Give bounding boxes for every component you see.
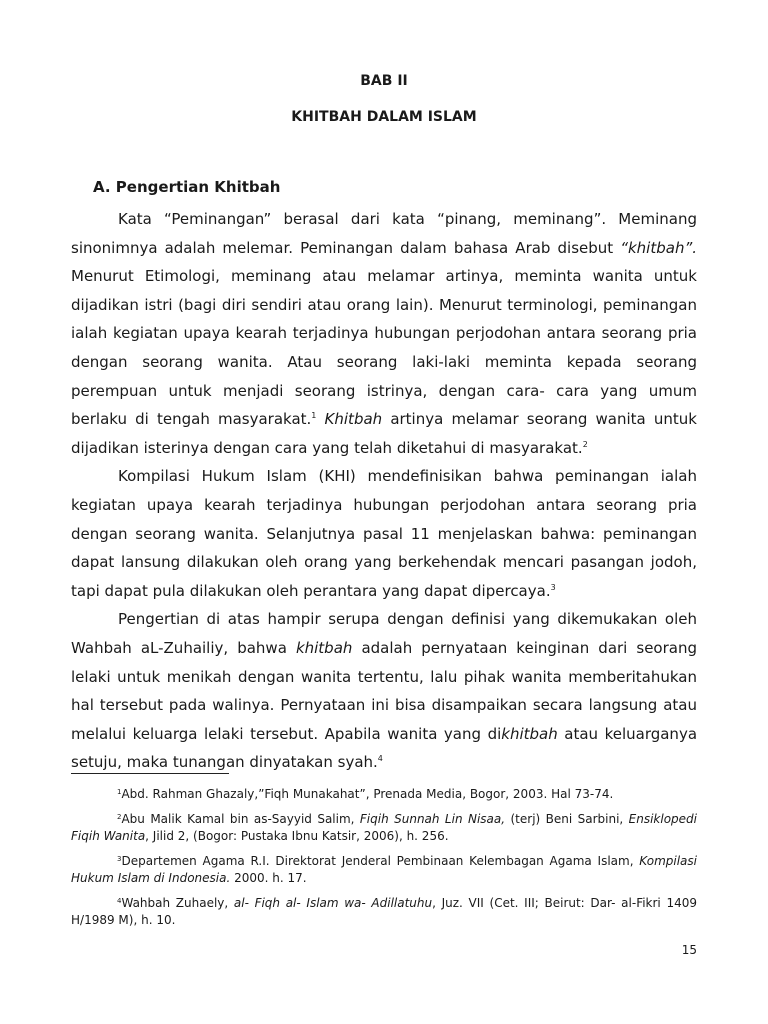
footnotes (71, 786, 697, 937)
footnote-ref: 2 (582, 439, 588, 449)
footnote-ref: 3 (550, 582, 556, 592)
footnote: $^2$Abu Malik Kamal bin as-Sayyid Salim, Fiqih Sunnah Lin Nisaa, (terj) Beni Sarbini, Ensiklopedi Fiqih Wanita, Jilid 2, (Bogor: Pustaka Ibnu Katsir, 2006), h. 256. (71, 812, 698, 843)
footnote-ref: 4 (377, 754, 383, 764)
section-heading: A. Pengertian Khitbah (93, 178, 281, 196)
paragraph: Kata “Peminangan” berasal dari kata “pinang, meminang”. Meminang sinonimnya adalah melemar. Peminangan dalam bahasa Arab disebut “khitbah”. Menurut Etimologi, meminang atau melamar artinya, meminta wanita untuk dijadikan istri (bagi diri sendiri atau orang lain). Menurut terminologi, peminangan ialah kegiatan upaya kearah terjadinya hubungan perjodohan antara seorang pria dengan seorang wanita. Atau seorang laki-laki meminta kepada seorang perempuan untuk menjadi seorang istrinya, dengan cara- cara yang umum berlaku di tengah masyarakat.$^1$ Khitbah artinya melamar seorang wanita untuk dijadikan isterinya dengan cara yang telah diketahui di masyarakat.$^2$ (71, 210, 697, 457)
footnote: $^4$Wahbah Zuhaely, al- Fiqh al- Islam wa- Adillatuhu, Juz. VII (Cet. III; Beirut: Dar- al-Fikri 1409 H/1989 M), h. 10. (71, 896, 697, 927)
footnote: $^3$Departemen Agama R.I. Direktorat Jenderal Pembinaan Kelembagan Agama Islam, Kompilasi Hukum Islam di Indonesia. 2000. h. 17. (71, 854, 697, 885)
chapter-title: KHITBAH DALAM ISLAM (291, 109, 477, 125)
paragraph: Pengertian di atas hampir serupa dengan definisi yang dikemukakan oleh Wahbah aL-Zuhailiy, bahwa khitbah adalah pernyataan keinginan dari seorang lelaki untuk menikah dengan wanita tertentu, lalu pihak wanita memberitahukan hal tersebut pada walinya. Pernyataan ini bisa disampaikan secara langsung atau melalui keluarga lelaki tersebut. Apabila wanita yang dikhitbah atau keluarganya setuju, maka tunangan dinyatakan syah.$^4$ (71, 610, 698, 772)
footnote-separator (71, 773, 229, 774)
footnote: $^1$Abd. Rahman Ghazaly,”Fiqh Munakahat”, Prenada Media, Bogor, 2003. Hal 73-74. (117, 787, 614, 801)
footnote-ref: 1 (311, 411, 317, 421)
chapter-heading: BAB II (360, 73, 408, 89)
page-number: 15 (681, 943, 697, 957)
paragraph: Kompilasi Hukum Islam (KHI) mendefinisikan bahwa peminangan ialah kegiatan upaya kearah terjadinya hubungan perjodohan antara seorang pria dengan seorang wanita. Selanjutnya pasal 11 menjelaskan bahwa: peminangan dapat lansung dilakukan oleh orang yang berkehendak mencari pasangan jodoh, tapi dapat pula dilakukan oleh perantara yang dapat dipercaya.$^3$ (71, 467, 697, 600)
body-text (71, 205, 697, 777)
